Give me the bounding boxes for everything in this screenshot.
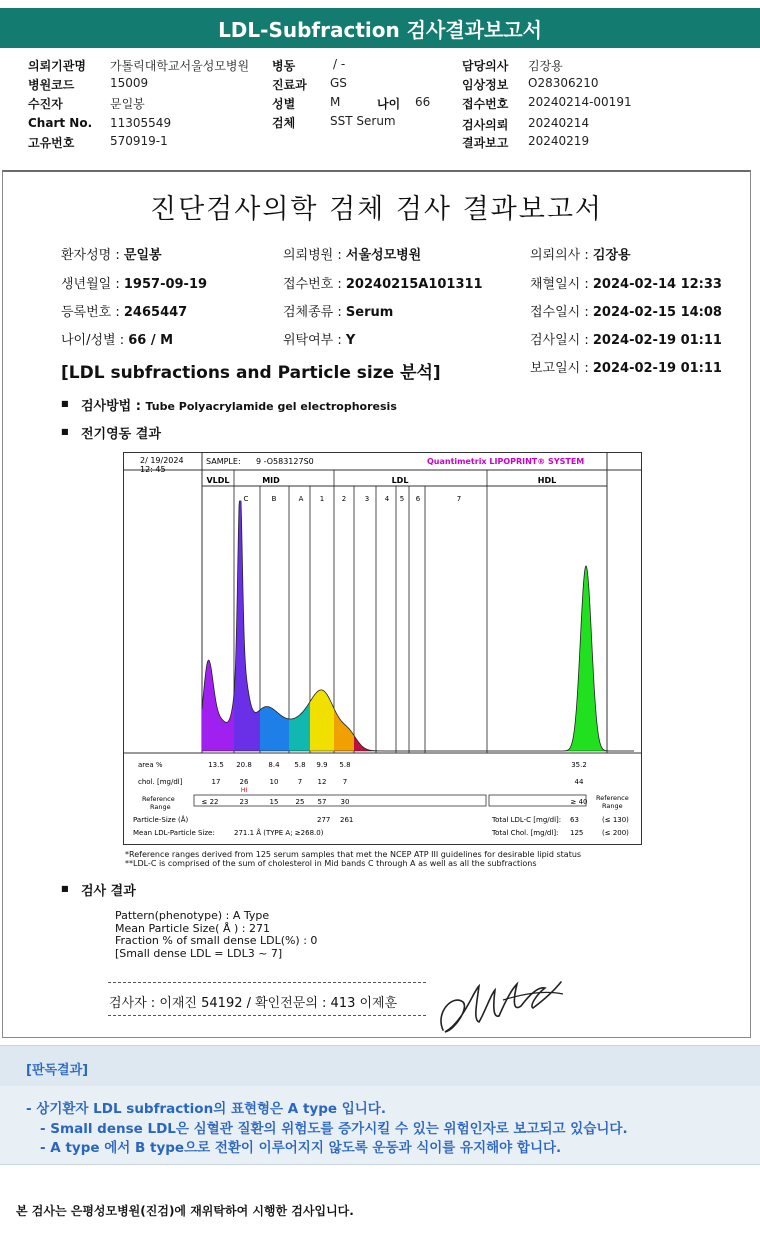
hi-flag: HI bbox=[240, 787, 248, 794]
header-label: 병동 bbox=[272, 59, 296, 73]
band-label: B bbox=[271, 495, 277, 503]
header-label: 성별 bbox=[272, 97, 296, 111]
header-value: SST Serum bbox=[330, 114, 396, 128]
chart-band-labels bbox=[244, 495, 462, 503]
header-label: 고유번호 bbox=[28, 136, 75, 150]
footer-note: 본 검사는 은평성모병원(진검)에 재위탁하여 시행한 검사입니다. bbox=[16, 1204, 354, 1218]
header-value: 문일봉 bbox=[110, 97, 145, 111]
row-label-ref: Reference Range bbox=[142, 795, 175, 811]
patient-field: 채혈일시 : 2024-02-14 12:33 bbox=[530, 277, 722, 292]
row-label-chol: chol. [mg/dl] bbox=[138, 778, 183, 786]
judgement-header bbox=[0, 1046, 760, 1086]
curve-fill bbox=[202, 660, 234, 751]
patient-field: 환자성명 : 문일봉 bbox=[61, 248, 162, 263]
header-label: 결과보고 bbox=[462, 136, 509, 150]
ref-value: 23 bbox=[239, 798, 249, 806]
chart-date: 2/ 19/2024 bbox=[140, 456, 184, 465]
chol-value: 7 bbox=[342, 778, 348, 786]
section-label: HDL bbox=[537, 476, 557, 485]
header-label: Chart No. bbox=[28, 116, 93, 130]
result-line: Pattern(phenotype) : A Type bbox=[115, 909, 270, 922]
chart-table bbox=[202, 761, 588, 806]
header-value: 20240219 bbox=[528, 134, 590, 148]
chol-value: 10 bbox=[269, 778, 279, 786]
area-value: 9.9 bbox=[316, 761, 328, 769]
row-label-particle: Particle-Size (Å) bbox=[133, 816, 189, 824]
ref-value: 30 bbox=[340, 798, 350, 806]
section-label: VLDL bbox=[206, 476, 230, 485]
band-label: 4 bbox=[384, 495, 390, 503]
ref-value: 25 bbox=[295, 798, 305, 806]
header-value: 15009 bbox=[110, 76, 149, 90]
result-line: [Small dense LDL = LDL3 ~ 7] bbox=[115, 946, 283, 960]
scanned-report bbox=[2, 170, 751, 1038]
ref-value: ≥ 40 bbox=[570, 798, 588, 806]
band-label: 2 bbox=[341, 495, 347, 503]
patient-field: 보고일시 : 2024-02-19 01:11 bbox=[530, 361, 722, 376]
band-label: 1 bbox=[319, 495, 325, 503]
area-value: 5.8 bbox=[339, 761, 351, 769]
judgement-title: [판독결과] bbox=[26, 1063, 89, 1078]
band-label: 3 bbox=[364, 495, 370, 503]
total-chol-value: 125 bbox=[570, 829, 584, 837]
particle-size-1: 277 bbox=[317, 816, 331, 824]
judgement-line: - 상기환자 LDL subfraction의 표현형은 A type 입니다. bbox=[26, 1101, 386, 1117]
header-label: 접수번호 bbox=[462, 97, 509, 111]
patient-field: 접수번호 : 20240215A101311 bbox=[283, 277, 483, 292]
chart-notes bbox=[125, 850, 581, 868]
chart-brand: Quantimetrix LIPOPRINT® SYSTEM bbox=[427, 457, 585, 466]
electro-heading: ■ 전기영동 결과 bbox=[81, 423, 161, 442]
judgement-line: - Small dense LDL은 심혈관 질환의 위험도를 증가시킬 수 있는 위험인자로 보고되고 있습니다. bbox=[40, 1121, 628, 1137]
header-value: GS bbox=[330, 76, 347, 90]
header-info bbox=[0, 55, 760, 155]
chart-sample-label: SAMPLE: bbox=[206, 457, 241, 466]
report-title: 진단검사의학 검체 검사 결과보고서 bbox=[150, 194, 603, 225]
divider-dashed bbox=[108, 982, 426, 983]
row-label-area: area % bbox=[138, 761, 163, 769]
patient-field: 생년월일 : 1957-09-19 bbox=[61, 277, 208, 292]
header-label: 검사의뢰 bbox=[462, 118, 509, 132]
patient-field: 검체종류 : Serum bbox=[283, 305, 394, 320]
area-value: 5.8 bbox=[294, 761, 306, 769]
total-ldl-label: Total LDL-C [mg/dl]: bbox=[492, 816, 562, 824]
header-value: / - bbox=[333, 57, 346, 71]
note-line: **LDL-C is comprised of the sum of cholesterol in Mid bands C through A as well as all the subfractions bbox=[125, 859, 537, 868]
chart-sample-value: 9 -O583127S0 bbox=[256, 457, 314, 466]
chart-svg bbox=[124, 453, 641, 844]
header-value: 20240214-00191 bbox=[528, 95, 632, 109]
note-line: *Reference ranges derived from 125 serum samples that met the NCEP ATP III guidelines for desirable lipid status bbox=[125, 850, 582, 859]
ref-value: 57 bbox=[317, 798, 327, 806]
curve-fill bbox=[564, 566, 607, 751]
patient-field: 검사일시 : 2024-02-19 01:11 bbox=[530, 333, 722, 348]
chol-value: 12 bbox=[317, 778, 327, 786]
area-value: 35.2 bbox=[571, 761, 587, 769]
band-label: 7 bbox=[456, 495, 462, 503]
row-label-mean: Mean LDL-Particle Size: bbox=[133, 829, 215, 837]
header-value: O28306210 bbox=[528, 76, 599, 90]
header-value: 570919-1 bbox=[110, 134, 168, 148]
header-value: 66 bbox=[415, 95, 431, 109]
electrophoresis-chart bbox=[123, 452, 642, 845]
patient-field: 접수일시 : 2024-02-15 14:08 bbox=[530, 305, 722, 320]
banner-title: LDL-Subfraction 검사결과보고서 bbox=[218, 17, 542, 42]
header-label: 검체 bbox=[272, 116, 296, 130]
judgement-panel bbox=[0, 1045, 760, 1165]
header-value: 20240214 bbox=[528, 116, 590, 130]
ref-value: ≤ 22 bbox=[201, 798, 219, 806]
header-label: 나이 bbox=[377, 97, 401, 111]
header-label: 수진자 bbox=[28, 97, 63, 111]
section-label: LDL bbox=[391, 476, 409, 485]
patient-field: 의뢰의사 : 김장용 bbox=[530, 248, 631, 263]
curve-fill bbox=[310, 690, 334, 751]
header-value: 11305549 bbox=[110, 116, 172, 130]
band-label: A bbox=[298, 495, 304, 503]
ref-value: 15 bbox=[269, 798, 279, 806]
header-label: 병원코드 bbox=[28, 78, 75, 92]
area-value: 20.8 bbox=[236, 761, 252, 769]
result-summary bbox=[115, 910, 317, 960]
chol-value: 44 bbox=[574, 778, 584, 786]
header-label: 진료과 bbox=[272, 78, 307, 92]
section-label: MID bbox=[262, 476, 280, 485]
analysis-title: [LDL subfractions and Particle size 분석] bbox=[61, 363, 441, 383]
chol-value: 17 bbox=[211, 778, 221, 786]
total-ldl-ref: (≤ 130) bbox=[602, 816, 629, 824]
chol-value: 26 bbox=[239, 778, 249, 786]
result-line: Mean Particle Size( Å ) : 271 bbox=[115, 921, 270, 935]
area-value: 13.5 bbox=[208, 761, 224, 769]
header-label: 담당의사 bbox=[462, 59, 509, 73]
patient-field: 나이/성별 : 66 / M bbox=[61, 333, 174, 348]
area-value: 8.4 bbox=[268, 761, 280, 769]
band-label: C bbox=[243, 495, 249, 503]
header-value: 김장용 bbox=[528, 59, 563, 73]
particle-size-2: 261 bbox=[340, 816, 354, 824]
method-line: ■ 검사방법 : Tube Polyacrylamide gel electrophoresis bbox=[81, 395, 397, 414]
patient-field: 등록번호 : 2465447 bbox=[61, 305, 188, 320]
header-value: 가톨릭대학교서울성모병원 bbox=[110, 59, 250, 73]
band-label: 5 bbox=[399, 495, 405, 503]
patient-field: 의뢰병원 : 서울성모병원 bbox=[283, 248, 422, 263]
header-label: 의뢰기관명 bbox=[28, 59, 86, 73]
report-banner bbox=[0, 8, 760, 48]
result-heading: ■ 검사 결과 bbox=[81, 880, 136, 899]
chart-time: 12: 45 bbox=[140, 465, 166, 474]
result-line: Fraction % of small dense LDL(%) : 0 bbox=[115, 934, 318, 947]
total-ldl-value: 63 bbox=[570, 816, 579, 824]
chol-value: 7 bbox=[297, 778, 303, 786]
chart-sections bbox=[206, 476, 556, 485]
patient-field: 위탁여부 : Y bbox=[283, 333, 356, 348]
judgement-line: - A type 에서 B type으로 전환이 이루어지지 않도록 운동과 식이를 유지해야 합니다. bbox=[40, 1140, 562, 1156]
total-chol-ref: (≤ 200) bbox=[602, 829, 629, 837]
curve-fill bbox=[289, 702, 310, 751]
signature-line: 검사자 : 이재진 54192 / 확인전문의 : 413 이제훈 bbox=[109, 996, 398, 1011]
chart-curve bbox=[202, 501, 634, 751]
hdl-ref-label: Reference Range bbox=[596, 794, 629, 810]
band-label: 6 bbox=[415, 495, 421, 503]
header-label: 임상정보 bbox=[462, 78, 509, 92]
curve-fill bbox=[260, 707, 289, 751]
divider-dashed bbox=[108, 1015, 426, 1016]
total-chol-label: Total Chol. [mg/dl]: bbox=[492, 829, 559, 837]
mean-particle-value: 271.1 Å (TYPE A; ≥268.0) bbox=[234, 829, 324, 837]
handwritten-signature bbox=[433, 972, 568, 1042]
header-value: M bbox=[330, 95, 341, 109]
